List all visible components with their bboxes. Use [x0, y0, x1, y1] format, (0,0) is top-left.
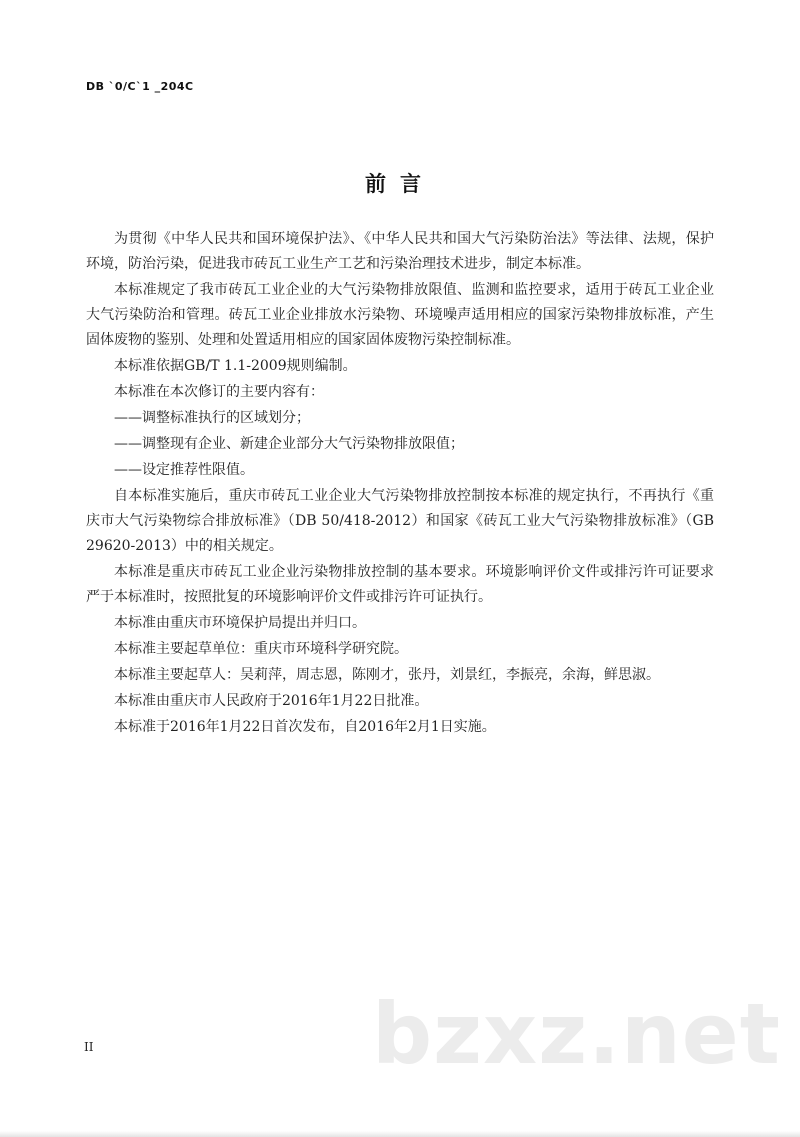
paragraph-drafting-unit: 本标准主要起草单位：重庆市环境科学研究院。 — [114, 641, 408, 657]
page-title: 前言 — [365, 172, 435, 196]
paragraph-approval: 本标准由重庆市人民政府于2016年1月22日批准。 — [114, 693, 429, 709]
paragraph-scope: 本标准规定了我市砖瓦工业企业的大气污染物排放限值、监测和监控要求，适用于砖瓦工业企业大气污染防治和管理。砖瓦工业企业排放水污染物、环境噪声适用相应的国家污染物排放标准，产生固体废物的鉴别、处理和处置适用相应的国家固体废物污染控制标准。 — [86, 282, 714, 348]
revision-item-1: ——调整标准执行的区域划分； — [114, 410, 310, 426]
paragraph-implementation: 自本标准实施后，重庆市砖瓦工业企业大气污染物排放控制按本标准的规定执行，不再执行《重庆市大气污染物综合排放标准》（DB 50/418-2012）和国家《砖瓦工业大气污染物排放标准》（GB 29620-2013）中的相关规定。 — [86, 488, 714, 554]
paragraph-revision-intro: 本标准在本次修订的主要内容有： — [114, 384, 324, 400]
paragraph-proposer: 本标准由重庆市环境保护局提出并归口。 — [114, 615, 366, 631]
standard-code-header: DB `0/C`1 _204C — [86, 80, 194, 93]
page-bottom-edge — [0, 1131, 800, 1137]
page-number: II — [84, 1040, 94, 1054]
paragraph-release: 本标准于2016年1月22日首次发布，自2016年2月1日实施。 — [114, 719, 496, 735]
revision-item-3: ——设定推荐性限值。 — [114, 462, 254, 478]
paragraph-drafters: 本标准主要起草人：吴莉萍，周志恩，陈刚才，张丹，刘景红，李振亮，余海，鲜思淑。 — [114, 667, 660, 683]
paragraph-drafting-rules: 本标准依据GB/T 1.1-2009规则编制。 — [114, 358, 357, 374]
paragraph-purpose: 为贯彻《中华人民共和国环境保护法》、《中华人民共和国大气污染防治法》等法律、法规，保护环境，防治污染，促进我市砖瓦工业生产工艺和污染治理技术进步，制定本标准。 — [86, 231, 714, 272]
watermark: bzxz.net — [372, 985, 781, 1083]
revision-item-2: ——调整现有企业、新建企业部分大气污染物排放限值； — [114, 436, 464, 452]
foreword-body — [86, 227, 714, 741]
paragraph-basic-requirement: 本标准是重庆市砖瓦工业企业污染物排放控制的基本要求。环境影响评价文件或排污许可证要求严于本标准时，按照批复的环境影响评价文件或排污许可证执行。 — [86, 564, 714, 605]
